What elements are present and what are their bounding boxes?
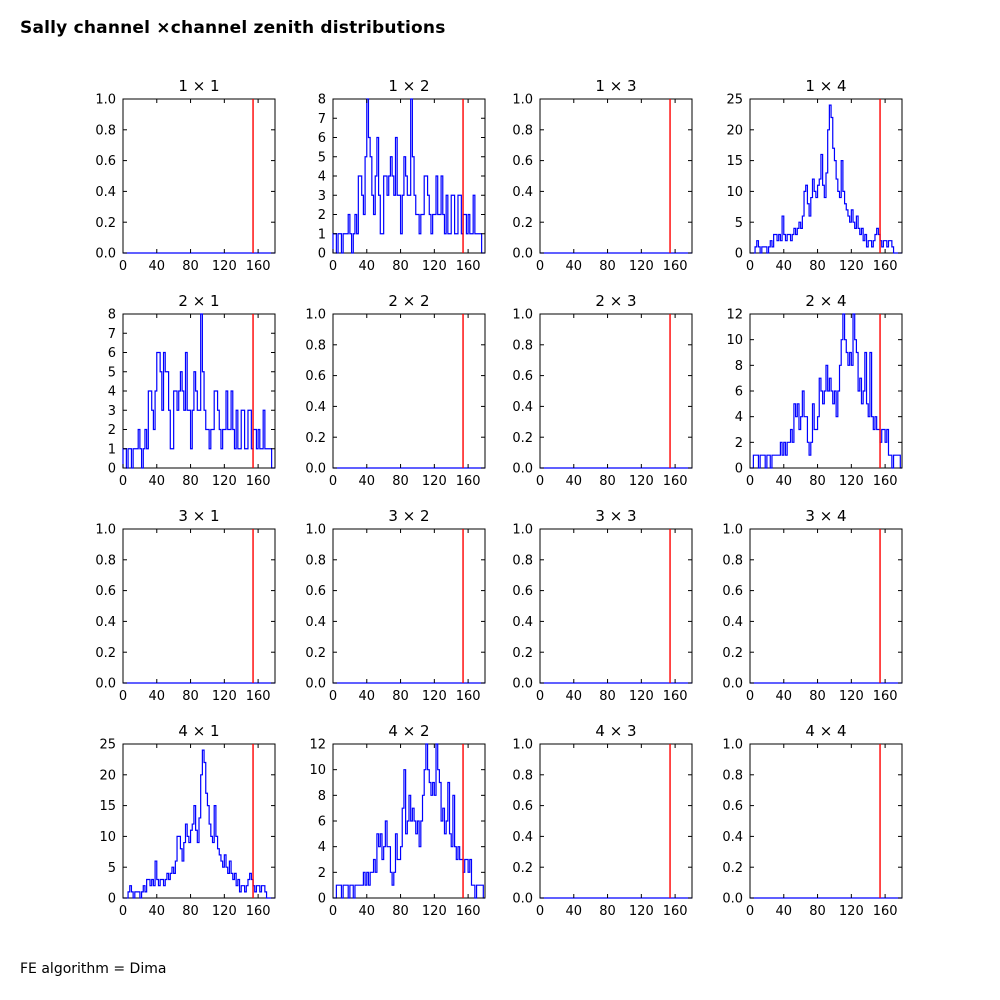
x-tick-label: 0 xyxy=(328,474,338,489)
x-tick-label: 120 xyxy=(838,259,864,274)
y-tick-label: 4 xyxy=(734,410,743,426)
x-tick-label: 80 xyxy=(392,904,409,919)
y-tick-label: 1.0 xyxy=(722,522,743,538)
x-tick-label: 40 xyxy=(358,474,376,489)
y-tick-label: 2 xyxy=(107,423,116,439)
axes-frame xyxy=(540,529,692,683)
x-tick-label: 40 xyxy=(775,474,793,489)
subplot-title: 4 × 4 xyxy=(805,722,847,740)
y-tick-label: 0.8 xyxy=(95,123,116,139)
y-tick-label: 1.0 xyxy=(512,737,533,753)
y-tick-label: 1.0 xyxy=(305,307,326,323)
x-tick-label: 40 xyxy=(148,474,166,489)
y-tick-label: 25 xyxy=(726,92,743,108)
y-tick-label: 5 xyxy=(317,150,326,166)
histogram-step xyxy=(333,99,485,253)
subplot-title: 4 × 2 xyxy=(388,722,430,740)
x-tick-label: 80 xyxy=(809,474,826,489)
x-tick-label: 160 xyxy=(872,689,898,704)
y-tick-label: 25 xyxy=(99,737,116,753)
x-tick-label: 0 xyxy=(328,259,338,274)
y-tick-label: 0.8 xyxy=(722,768,743,784)
axes-frame xyxy=(750,744,902,898)
x-tick-label: 160 xyxy=(662,474,688,489)
y-tick-label: 0.4 xyxy=(512,184,533,200)
axes-frame xyxy=(123,99,275,253)
subplot-title: 3 × 2 xyxy=(388,507,430,525)
x-tick-label: 160 xyxy=(455,474,481,489)
y-tick-label: 7 xyxy=(317,111,326,127)
x-tick-label: 0 xyxy=(535,904,545,919)
y-tick-label: 20 xyxy=(99,768,116,784)
subplot-4x1 xyxy=(99,722,275,919)
x-tick-label: 40 xyxy=(565,689,583,704)
y-tick-label: 15 xyxy=(99,799,116,815)
y-tick-label: 0.8 xyxy=(305,553,326,569)
x-tick-label: 80 xyxy=(599,259,616,274)
x-tick-label: 80 xyxy=(809,259,826,274)
subplot-title: 3 × 4 xyxy=(805,507,847,525)
x-tick-label: 40 xyxy=(148,904,166,919)
subplot-title: 1 × 3 xyxy=(595,77,637,95)
x-tick-label: 0 xyxy=(328,689,338,704)
x-tick-label: 160 xyxy=(455,904,481,919)
y-tick-label: 0.4 xyxy=(305,614,326,630)
x-tick-label: 120 xyxy=(838,474,864,489)
y-tick-label: 0.6 xyxy=(95,154,116,170)
x-tick-label: 160 xyxy=(872,259,898,274)
x-tick-label: 160 xyxy=(662,904,688,919)
y-tick-label: 1.0 xyxy=(95,92,116,108)
x-tick-label: 120 xyxy=(421,474,447,489)
y-tick-label: 0.2 xyxy=(512,430,533,446)
axes-frame xyxy=(333,99,485,253)
x-tick-label: 120 xyxy=(628,689,654,704)
y-tick-label: 1 xyxy=(107,442,116,458)
y-tick-label: 1.0 xyxy=(512,307,533,323)
x-tick-label: 160 xyxy=(245,474,271,489)
y-tick-label: 0.4 xyxy=(512,399,533,415)
y-tick-label: 0.0 xyxy=(512,676,533,692)
y-tick-label: 4 xyxy=(317,840,326,856)
y-tick-label: 0.6 xyxy=(95,584,116,600)
y-tick-label: 0.6 xyxy=(305,584,326,600)
y-tick-label: 0.8 xyxy=(512,553,533,569)
axes-frame xyxy=(750,529,902,683)
y-tick-label: 1.0 xyxy=(512,522,533,538)
subplot-4x2 xyxy=(309,722,485,919)
x-tick-label: 40 xyxy=(565,259,583,274)
y-tick-label: 0.6 xyxy=(722,799,743,815)
x-tick-label: 80 xyxy=(182,259,199,274)
y-tick-label: 0.4 xyxy=(512,614,533,630)
y-tick-label: 0 xyxy=(317,246,326,262)
y-tick-label: 0.8 xyxy=(95,553,116,569)
y-tick-label: 5 xyxy=(107,365,116,381)
figure-footer: FE algorithm = Dima xyxy=(20,961,167,977)
x-tick-label: 80 xyxy=(392,474,409,489)
y-tick-label: 0 xyxy=(734,246,743,262)
x-tick-label: 160 xyxy=(872,474,898,489)
y-tick-label: 7 xyxy=(107,326,116,342)
x-tick-label: 40 xyxy=(775,259,793,274)
y-tick-label: 8 xyxy=(107,307,116,323)
x-tick-label: 120 xyxy=(421,259,447,274)
x-tick-label: 40 xyxy=(358,904,376,919)
histogram-step xyxy=(123,750,275,898)
y-tick-label: 6 xyxy=(107,346,116,362)
x-tick-label: 0 xyxy=(535,259,545,274)
subplot-title: 1 × 2 xyxy=(388,77,430,95)
x-tick-label: 0 xyxy=(118,904,128,919)
x-tick-label: 160 xyxy=(245,259,271,274)
subplot-1x3 xyxy=(512,77,692,274)
subplot-1x1 xyxy=(95,77,275,274)
x-tick-label: 120 xyxy=(211,689,237,704)
y-tick-label: 0.4 xyxy=(305,399,326,415)
x-tick-label: 40 xyxy=(148,259,166,274)
x-tick-label: 80 xyxy=(809,904,826,919)
x-tick-label: 0 xyxy=(118,474,128,489)
x-tick-label: 40 xyxy=(565,474,583,489)
y-tick-label: 0.0 xyxy=(305,461,326,477)
y-tick-label: 0.6 xyxy=(512,369,533,385)
x-tick-label: 120 xyxy=(628,904,654,919)
x-tick-label: 0 xyxy=(745,474,755,489)
y-tick-label: 1.0 xyxy=(722,737,743,753)
x-tick-label: 160 xyxy=(245,689,271,704)
y-tick-label: 1.0 xyxy=(512,92,533,108)
x-tick-label: 0 xyxy=(118,689,128,704)
y-tick-label: 0.6 xyxy=(722,584,743,600)
x-tick-label: 0 xyxy=(535,474,545,489)
subplot-title: 2 × 3 xyxy=(595,292,637,310)
x-tick-label: 120 xyxy=(628,474,654,489)
x-tick-label: 80 xyxy=(599,689,616,704)
subplot-3x3 xyxy=(512,507,692,704)
figure-title: Sally channel ×channel zenith distributions xyxy=(20,18,446,38)
subplot-title: 4 × 3 xyxy=(595,722,637,740)
axes-frame xyxy=(540,314,692,468)
x-tick-label: 0 xyxy=(535,689,545,704)
y-tick-label: 3 xyxy=(107,403,116,419)
x-tick-label: 80 xyxy=(182,689,199,704)
y-tick-label: 10 xyxy=(309,763,326,779)
subplot-4x3 xyxy=(512,722,692,919)
axes-frame xyxy=(123,529,275,683)
x-tick-label: 120 xyxy=(838,689,864,704)
x-tick-label: 160 xyxy=(455,259,481,274)
y-tick-label: 0.4 xyxy=(95,614,116,630)
subplot-title: 3 × 1 xyxy=(178,507,220,525)
x-tick-label: 40 xyxy=(358,689,376,704)
histogram-step xyxy=(750,314,902,468)
x-tick-label: 160 xyxy=(245,904,271,919)
y-tick-label: 5 xyxy=(107,860,116,876)
y-tick-label: 0.2 xyxy=(722,645,743,661)
y-tick-label: 0.2 xyxy=(305,430,326,446)
axes-frame xyxy=(540,744,692,898)
subplot-3x4 xyxy=(722,507,902,704)
x-tick-label: 40 xyxy=(148,689,166,704)
y-tick-label: 0.0 xyxy=(722,676,743,692)
subplot-title: 2 × 1 xyxy=(178,292,220,310)
y-tick-label: 0.0 xyxy=(95,676,116,692)
x-tick-label: 120 xyxy=(211,904,237,919)
x-tick-label: 120 xyxy=(421,689,447,704)
subplot-1x4 xyxy=(726,77,902,274)
x-tick-label: 160 xyxy=(662,689,688,704)
y-tick-label: 0.8 xyxy=(512,338,533,354)
x-tick-label: 160 xyxy=(455,689,481,704)
y-tick-label: 1.0 xyxy=(305,522,326,538)
y-tick-label: 0 xyxy=(107,891,116,907)
x-tick-label: 120 xyxy=(838,904,864,919)
y-tick-label: 0.2 xyxy=(305,645,326,661)
x-tick-label: 80 xyxy=(809,689,826,704)
y-tick-label: 8 xyxy=(317,92,326,108)
subplot-title: 1 × 1 xyxy=(178,77,220,95)
subplot-1x2 xyxy=(318,77,485,274)
axes-frame xyxy=(333,314,485,468)
y-tick-label: 0 xyxy=(107,461,116,477)
x-tick-label: 120 xyxy=(421,904,447,919)
x-tick-label: 80 xyxy=(182,474,199,489)
subplot-4x4 xyxy=(722,722,902,919)
axes-frame xyxy=(333,529,485,683)
y-tick-label: 0.6 xyxy=(305,369,326,385)
x-tick-label: 40 xyxy=(775,904,793,919)
x-tick-label: 80 xyxy=(599,474,616,489)
y-tick-label: 0.8 xyxy=(305,338,326,354)
y-tick-label: 0.0 xyxy=(512,461,533,477)
y-tick-label: 15 xyxy=(726,154,743,170)
y-tick-label: 0 xyxy=(317,891,326,907)
y-tick-label: 8 xyxy=(317,788,326,804)
y-tick-label: 5 xyxy=(734,215,743,231)
y-tick-label: 0.0 xyxy=(512,246,533,262)
y-tick-label: 10 xyxy=(726,333,743,349)
histogram-step xyxy=(333,744,485,898)
y-tick-label: 0.2 xyxy=(722,860,743,876)
y-tick-label: 0.2 xyxy=(512,645,533,661)
x-tick-label: 0 xyxy=(328,904,338,919)
y-tick-label: 0.4 xyxy=(722,829,743,845)
y-tick-label: 0.6 xyxy=(512,799,533,815)
subplot-3x2 xyxy=(305,507,485,704)
y-tick-label: 0.2 xyxy=(512,215,533,231)
y-tick-label: 12 xyxy=(726,307,743,323)
y-tick-label: 6 xyxy=(317,131,326,147)
subplot-title: 4 × 1 xyxy=(178,722,220,740)
x-tick-label: 120 xyxy=(211,259,237,274)
y-tick-label: 8 xyxy=(734,358,743,374)
y-tick-label: 10 xyxy=(726,184,743,200)
x-tick-label: 0 xyxy=(745,689,755,704)
y-tick-label: 0.8 xyxy=(512,768,533,784)
subplot-title: 1 × 4 xyxy=(805,77,847,95)
subplot-title: 2 × 2 xyxy=(388,292,430,310)
axes-frame xyxy=(540,99,692,253)
y-tick-label: 20 xyxy=(726,123,743,139)
y-tick-label: 0.2 xyxy=(512,860,533,876)
y-tick-label: 6 xyxy=(317,814,326,830)
y-tick-label: 4 xyxy=(317,169,326,185)
x-tick-label: 80 xyxy=(599,904,616,919)
x-tick-label: 0 xyxy=(118,259,128,274)
y-tick-label: 4 xyxy=(107,384,116,400)
subplot-2x3 xyxy=(512,292,692,489)
y-tick-label: 2 xyxy=(317,208,326,224)
y-tick-label: 10 xyxy=(99,829,116,845)
x-tick-label: 40 xyxy=(775,689,793,704)
x-tick-label: 120 xyxy=(211,474,237,489)
x-tick-label: 80 xyxy=(182,904,199,919)
y-tick-label: 0.8 xyxy=(512,123,533,139)
y-tick-label: 2 xyxy=(734,435,743,451)
x-tick-label: 40 xyxy=(358,259,376,274)
y-tick-label: 3 xyxy=(317,188,326,204)
y-tick-label: 0.0 xyxy=(512,891,533,907)
x-tick-label: 80 xyxy=(392,689,409,704)
axes-frame xyxy=(123,314,275,468)
subplot-2x2 xyxy=(305,292,485,489)
y-tick-label: 0.4 xyxy=(512,829,533,845)
y-tick-label: 12 xyxy=(309,737,326,753)
x-tick-label: 160 xyxy=(662,259,688,274)
x-tick-label: 160 xyxy=(872,904,898,919)
histogram-step xyxy=(750,105,902,253)
y-tick-label: 2 xyxy=(317,865,326,881)
subplot-title: 3 × 3 xyxy=(595,507,637,525)
y-tick-label: 0.2 xyxy=(95,215,116,231)
y-tick-label: 0.0 xyxy=(95,246,116,262)
y-tick-label: 0.8 xyxy=(722,553,743,569)
subplot-3x1 xyxy=(95,507,275,704)
y-tick-label: 1.0 xyxy=(95,522,116,538)
y-tick-label: 0.0 xyxy=(305,676,326,692)
y-tick-label: 0.4 xyxy=(722,614,743,630)
x-tick-label: 0 xyxy=(745,259,755,274)
subplot-2x4 xyxy=(726,292,902,489)
subplot-title: 2 × 4 xyxy=(805,292,847,310)
x-tick-label: 80 xyxy=(392,259,409,274)
subplot-2x1 xyxy=(108,292,275,489)
y-tick-label: 0.4 xyxy=(95,184,116,200)
y-tick-label: 0.2 xyxy=(95,645,116,661)
y-tick-label: 6 xyxy=(734,384,743,400)
y-tick-label: 1 xyxy=(317,227,326,243)
y-tick-label: 0.0 xyxy=(722,891,743,907)
x-tick-label: 0 xyxy=(745,904,755,919)
histogram-step xyxy=(123,314,275,468)
y-tick-label: 0.6 xyxy=(512,584,533,600)
y-tick-label: 0 xyxy=(734,461,743,477)
x-tick-label: 120 xyxy=(628,259,654,274)
x-tick-label: 40 xyxy=(565,904,583,919)
y-tick-label: 0.6 xyxy=(512,154,533,170)
